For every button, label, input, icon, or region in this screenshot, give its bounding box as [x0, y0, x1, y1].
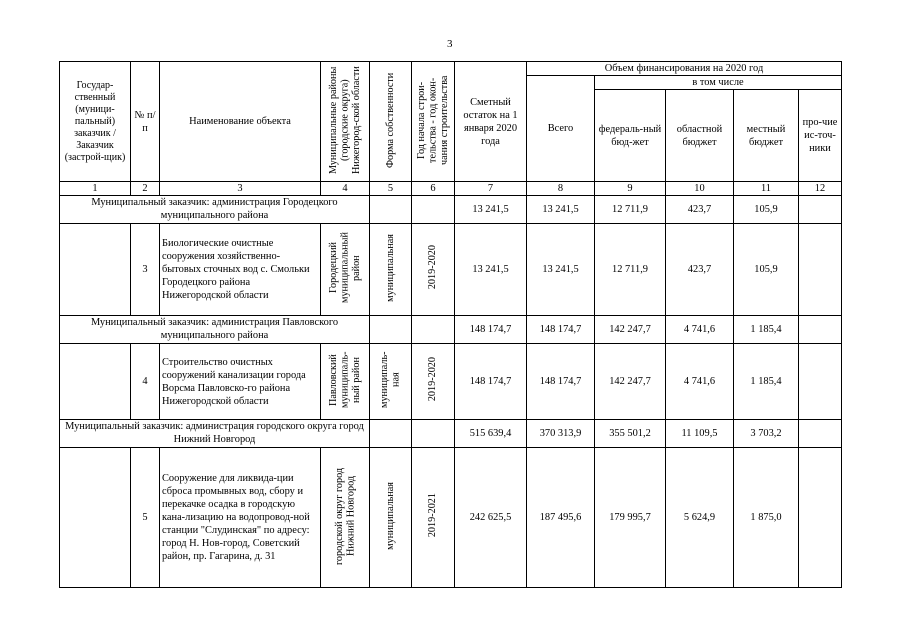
group-customer: Муниципальный заказчик: администрация городского округа город Нижний Новгород [60, 420, 370, 448]
group-local: 1 185,4 [734, 316, 799, 344]
empty-cell [412, 420, 455, 448]
header-regional: областной бюджет [666, 90, 734, 182]
header-customer: Государ-ственный (муници-пальный) заказчик / Заказчик (застрой-щик) [60, 62, 131, 182]
object-total: 187 495,6 [527, 448, 595, 588]
empty-cell [370, 420, 412, 448]
group-local: 105,9 [734, 196, 799, 224]
object-other [799, 224, 842, 316]
header-funding-volume: Объем финансирования на 2020 год [527, 62, 842, 76]
object-district-text: Городецкий муниципальный район [327, 232, 362, 303]
column-number: 11 [734, 182, 799, 196]
header-object-name: Наименование объекта [160, 62, 321, 182]
object-district [321, 344, 370, 420]
column-number-row [60, 182, 842, 196]
object-name: Биологические очистные сооружения хозяйственно-бытовых сточных вод с. Смольки Городецкого района Нижегородской области [160, 224, 321, 316]
object-district-text: городской округ город Нижний Новгород [333, 466, 356, 565]
object-row-3 [60, 224, 842, 316]
object-regional: 5 624,9 [666, 448, 734, 588]
header-municipal-districts [321, 62, 370, 182]
object-ownership-text: муниципаль-ная [379, 351, 402, 408]
object-years-text: 2019-2020 [427, 357, 439, 402]
header-local: местный бюджет [734, 90, 799, 182]
object-npp: 5 [131, 448, 160, 588]
group-regional: 4 741,6 [666, 316, 734, 344]
group-federal: 142 247,7 [595, 316, 666, 344]
group-total: 148 174,7 [527, 316, 595, 344]
object-ownership [370, 448, 412, 588]
object-district [321, 448, 370, 588]
object-row-4 [60, 344, 842, 420]
group-total: 13 241,5 [527, 196, 595, 224]
object-ownership-text: муниципальная [384, 233, 396, 302]
object-total: 13 241,5 [527, 224, 595, 316]
group-estimate: 148 174,7 [455, 316, 527, 344]
header-npp: № п/п [131, 62, 160, 182]
empty-cell [412, 316, 455, 344]
object-years-text: 2019-2020 [427, 245, 439, 290]
header-federal: федераль-ный бюд-жет [595, 90, 666, 182]
object-name: Сооружение для ликвида-ции сброса промывных вод, сбору и перекачке осадка в городскую кана-лизацию на водопровод-ной станции "Слудинская" по адресу: город Н. Нов-город, Советский район, пр. Гагарина, д. 31 [160, 448, 321, 588]
header-construction-years-text: Год начала строи-тельства - год окон-чания строительства [415, 74, 450, 165]
column-number: 2 [131, 182, 160, 196]
object-local: 105,9 [734, 224, 799, 316]
empty-cell [370, 196, 412, 224]
group-other [799, 196, 842, 224]
financing-table [59, 61, 842, 588]
column-number: 3 [160, 182, 321, 196]
column-number: 8 [527, 182, 595, 196]
object-ownership [370, 344, 412, 420]
object-other [799, 344, 842, 420]
column-number: 7 [455, 182, 527, 196]
group-regional: 11 109,5 [666, 420, 734, 448]
group-federal: 12 711,9 [595, 196, 666, 224]
header-estimate-balance: Сметный остаток на 1 января 2020 года [455, 62, 527, 182]
column-number: 12 [799, 182, 842, 196]
column-number: 6 [412, 182, 455, 196]
object-years [412, 448, 455, 588]
object-estimate: 13 241,5 [455, 224, 527, 316]
group-row-gorodets [60, 196, 842, 224]
group-total: 370 313,9 [527, 420, 595, 448]
object-local: 1 185,4 [734, 344, 799, 420]
group-other [799, 420, 842, 448]
empty-cell [60, 448, 131, 588]
empty-cell [370, 316, 412, 344]
object-other [799, 448, 842, 588]
header-ownership-form [370, 62, 412, 182]
header-municipal-districts-text: Муниципальные районы (городские округа) Нижегород-ской области [327, 65, 362, 174]
object-local: 1 875,0 [734, 448, 799, 588]
header-including: в том числе [595, 76, 842, 90]
group-row-pavlovo [60, 316, 842, 344]
object-ownership [370, 224, 412, 316]
group-other [799, 316, 842, 344]
object-years [412, 224, 455, 316]
empty-cell [412, 196, 455, 224]
header-total: Всего [527, 76, 595, 182]
group-federal: 355 501,2 [595, 420, 666, 448]
empty-cell [60, 344, 131, 420]
header-construction-years [412, 62, 455, 182]
object-npp: 4 [131, 344, 160, 420]
object-name: Строительство очистных сооружений канализации города Ворсма Павловско-го района Нижегородской области [160, 344, 321, 420]
object-total: 148 174,7 [527, 344, 595, 420]
object-federal: 142 247,7 [595, 344, 666, 420]
object-federal: 12 711,9 [595, 224, 666, 316]
header-ownership-form-text: Форма собственности [384, 71, 396, 168]
column-number: 4 [321, 182, 370, 196]
object-federal: 179 995,7 [595, 448, 666, 588]
group-estimate: 515 639,4 [455, 420, 527, 448]
column-number: 1 [60, 182, 131, 196]
column-number: 9 [595, 182, 666, 196]
object-ownership-text: муниципальная [384, 481, 396, 550]
object-npp: 3 [131, 224, 160, 316]
object-district [321, 224, 370, 316]
group-estimate: 13 241,5 [455, 196, 527, 224]
object-years [412, 344, 455, 420]
header-other: про-чие ис-точ-ники [799, 90, 842, 182]
object-years-text: 2019-2021 [427, 493, 439, 538]
object-row-5 [60, 448, 842, 588]
object-estimate: 148 174,7 [455, 344, 527, 420]
column-number: 5 [370, 182, 412, 196]
object-estimate: 242 625,5 [455, 448, 527, 588]
column-number: 10 [666, 182, 734, 196]
object-regional: 4 741,6 [666, 344, 734, 420]
group-local: 3 703,2 [734, 420, 799, 448]
empty-cell [60, 224, 131, 316]
object-district-text: Павловский муниципаль-ный район [327, 351, 362, 408]
group-row-nizhny-novgorod [60, 420, 842, 448]
page-number: 3 [447, 38, 453, 50]
group-customer: Муниципальный заказчик: администрация Павловского муниципального района [60, 316, 370, 344]
group-customer: Муниципальный заказчик: администрация Городецкого муниципального района [60, 196, 370, 224]
object-regional: 423,7 [666, 224, 734, 316]
group-regional: 423,7 [666, 196, 734, 224]
